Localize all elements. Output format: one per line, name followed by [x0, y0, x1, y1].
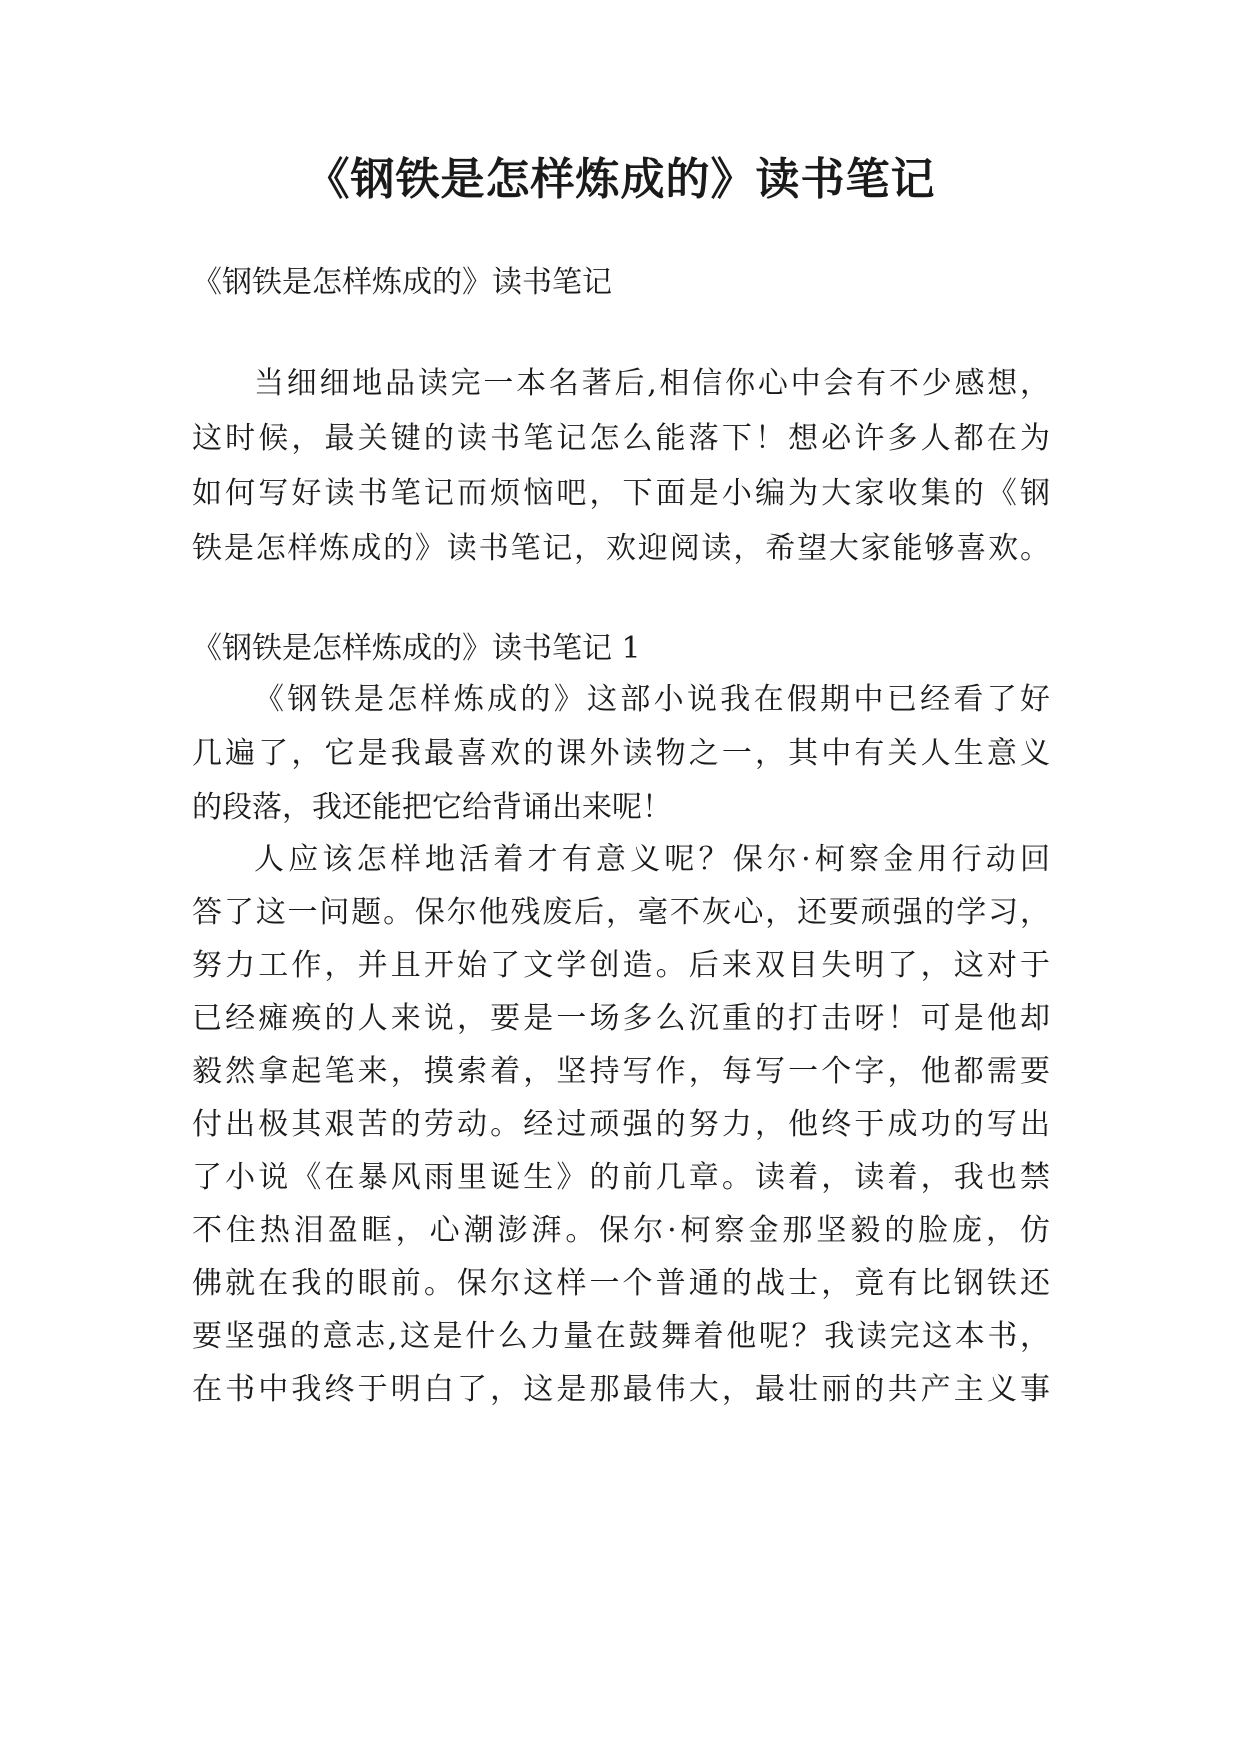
- document-title: 《钢铁是怎样炼成的》读书笔记: [305, 154, 936, 205]
- document-subtitle: 《钢铁是怎样炼成的》读书笔记: [192, 265, 612, 300]
- paragraph-line: 佛就在我的眼前。保尔这样一个普通的战士，竟有比钢铁还: [192, 1266, 1050, 1301]
- section-heading: 《钢铁是怎样炼成的》读书笔记 1: [192, 631, 641, 666]
- paragraph-line: 几遍了，它是我最喜欢的课外读物之一，其中有关人生意义: [192, 736, 1050, 771]
- paragraph-line: 努力工作，并且开始了文学创造。后来双目失明了，这对于: [192, 948, 1050, 983]
- paragraph-line: 毅然拿起笔来，摸索着，坚持写作，每写一个字，他都需要: [192, 1054, 1050, 1089]
- intro-line: 当细细地品读完一本名著后,相信你心中会有不少感想，: [254, 366, 1050, 401]
- paragraph-line: 的段落，我还能把它给背诵出来呢！: [192, 790, 672, 825]
- intro-line: 铁是怎样炼成的》读书笔记，欢迎阅读，希望大家能够喜欢。: [192, 531, 1050, 566]
- paragraph-line: 付出极其艰苦的劳动。经过顽强的努力，他终于成功的写出: [192, 1107, 1050, 1142]
- intro-line: 如何写好读书笔记而烦恼吧，下面是小编为大家收集的《钢: [192, 476, 1050, 511]
- paragraph-line: 人应该怎样地活着才有意义呢？保尔·柯察金用行动回: [254, 842, 1050, 877]
- paragraph-line: 答了这一问题。保尔他残废后，毫不灰心，还要顽强的学习，: [192, 895, 1050, 930]
- paragraph-line: 《钢铁是怎样炼成的》这部小说我在假期中已经看了好: [254, 682, 1050, 717]
- paragraph-line: 了小说《在暴风雨里诞生》的前几章。读着，读着，我也禁: [192, 1160, 1050, 1195]
- paragraph-line: 已经瘫痪的人来说，要是一场多么沉重的打击呀！可是他却: [192, 1001, 1050, 1036]
- intro-line: 这时候，最关键的读书笔记怎么能落下！想必许多人都在为: [192, 421, 1050, 456]
- paragraph-line: 要坚强的意志,这是什么力量在鼓舞着他呢？我读完这本书，: [192, 1319, 1050, 1354]
- paragraph-line: 在书中我终于明白了，这是那最伟大，最壮丽的共产主义事: [192, 1372, 1050, 1407]
- paragraph-line: 不住热泪盈眶，心潮澎湃。保尔·柯察金那坚毅的脸庞，仿: [192, 1213, 1050, 1248]
